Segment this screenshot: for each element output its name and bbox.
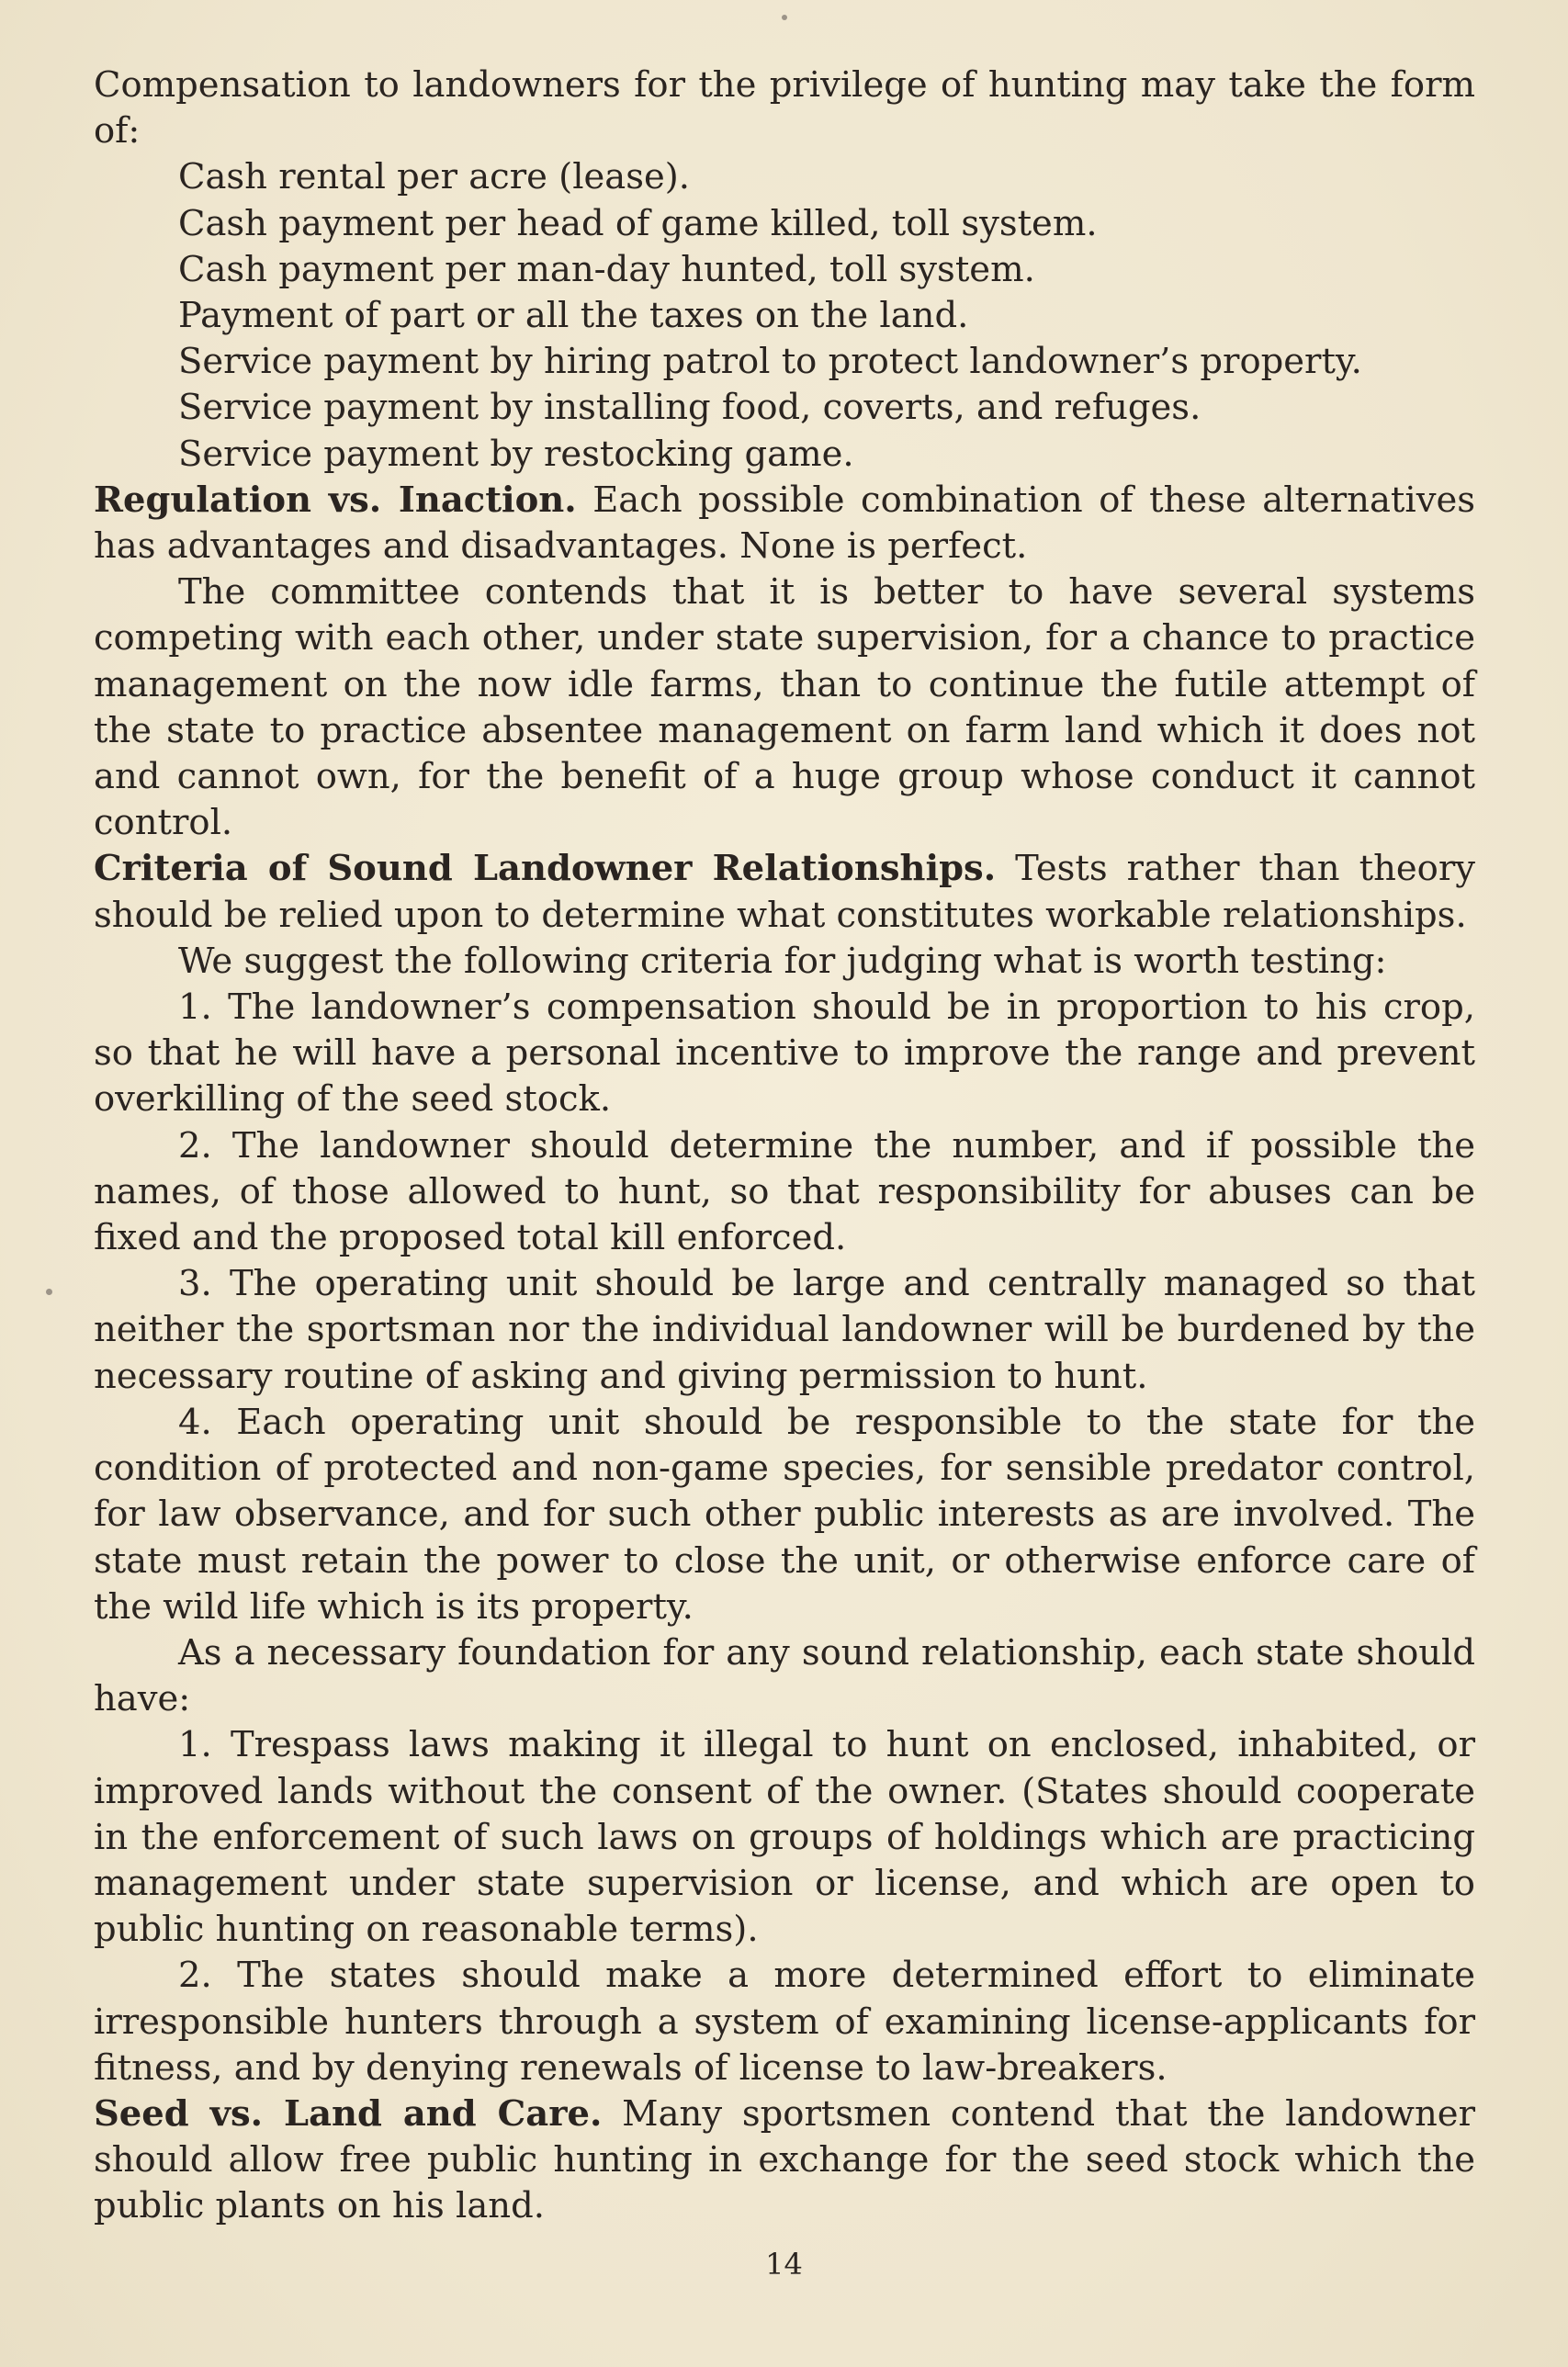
- seed-paragraph: [94, 2091, 1475, 2230]
- paragraph-text: Tests rather than theory should be relied upon to determine what constitutes workable relationships.: [94, 848, 1475, 936]
- foundation-item: 2. The states should make a more determined effort to eliminate irresponsible hunters through a system of examining license-applicants for fitness, and by denying renewals of license to law-breakers.: [94, 1955, 1475, 2089]
- foundation-item: 1. Trespass laws making it illegal to hunt on enclosed, inhabited, or improved lands without the consent of the owner. (States should cooperate in the enforcement of such laws on groups of holdings which are practicing management under state supervision or license, and which are open to public hunting on reasonable terms).: [94, 1724, 1475, 1951]
- criteria-item: 4. Each operating unit should be responsible to the state for the condition of protected and non-game species, for sensible predator control, for law observance, and for such other public interests as are involved. The state must retain the power to close the unit, or otherwise enforce care of the wild life which is its property.: [94, 1401, 1475, 1628]
- list-item: Service payment by restocking game.: [178, 433, 854, 475]
- criteria-item: 2. The landowner should determine the number, and if possible the names, of those allowed to hunt, so that responsibility for abuses can be fixed and the proposed total kill enforced.: [94, 1124, 1475, 1259]
- list-item: Service payment by hiring patrol to protect landowner’s property.: [178, 341, 1362, 383]
- section-heading: Criteria of Sound Landowner Relationships.: [94, 848, 997, 890]
- list-item: Cash payment per head of game killed, toll system.: [178, 202, 1098, 244]
- list-item: Cash rental per acre (lease).: [178, 156, 691, 198]
- paper-speck: [782, 15, 787, 20]
- paper-speck: [46, 1289, 52, 1295]
- list-item: Service payment by installing food, coverts, and refuges.: [178, 387, 1201, 429]
- criteria-paragraph: [94, 846, 1475, 938]
- regulation-paragraph: [94, 478, 1475, 569]
- committee-paragraph: The committee contends that it is better to have several systems competing with each other, under state supervision, for a chance to practice management on the now idle farms, than to continue the futile attempt of the state to practice absentee management on farm land which it does not and cannot own, for the benefit of a huge group whose conduct it cannot control.: [94, 571, 1475, 844]
- body-text: [94, 62, 1475, 2230]
- criteria-intro: We suggest the following criteria for judging what is worth testing:: [178, 940, 1387, 982]
- section-heading: Seed vs. Land and Care.: [94, 2092, 603, 2135]
- list-item: Payment of part or all the taxes on the land.: [178, 295, 969, 337]
- paragraph-text: Each possible combination of these alternatives has advantages and disadvantages. None is perfect.: [94, 479, 1475, 568]
- compensation-forms-list: [94, 154, 1475, 477]
- intro-paragraph: Compensation to landowners for the privilege of hunting may take the form of:: [94, 64, 1475, 152]
- foundation-intro: As a necessary foundation for any sound relationship, each state should have:: [94, 1631, 1475, 1720]
- paragraph-text: Many sportsmen contend that the landowner should allow free public hunting in exchange for the seed stock which the public plants on his land.: [94, 2092, 1475, 2227]
- criteria-item: 1. The landowner’s compensation should be in proportion to his crop, so that he will have a personal incentive to improve the range and prevent overkilling of the seed stock.: [94, 986, 1475, 1121]
- list-item: Cash payment per man-day hunted, toll system.: [178, 248, 1035, 290]
- page-number: 14: [765, 2247, 803, 2282]
- criteria-item: 3. The operating unit should be large and centrally managed so that neither the sportsman nor the individual landowner will be burdened by the necessary routine of asking and giving permission to hunt.: [94, 1263, 1475, 1397]
- section-heading: Regulation vs. Inaction.: [94, 479, 577, 521]
